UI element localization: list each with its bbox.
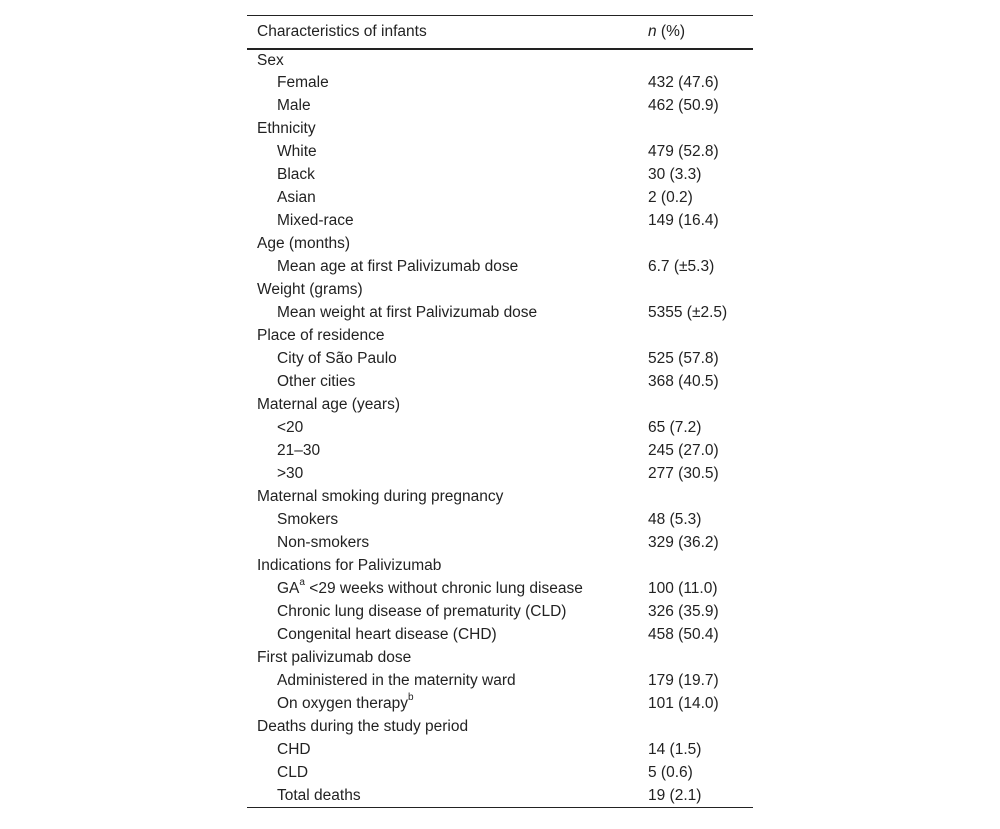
row-value: 19 (2.1) <box>648 786 702 804</box>
table-row <box>247 394 753 417</box>
ga-text: GA <box>277 580 300 597</box>
row-label: Non-smokers <box>277 534 370 551</box>
footnote-a: a <box>299 576 305 588</box>
group-label: Age (months) <box>257 235 351 252</box>
header-n: n <box>648 22 657 40</box>
header-pct: (%) <box>656 22 686 40</box>
row-value: 479 (52.8) <box>648 143 719 160</box>
row-value: 6.7 (±5.3) <box>648 258 715 275</box>
row-value: 5355 (±2.5) <box>648 304 728 321</box>
row-label <box>247 578 648 601</box>
row-value: 65 (7.2) <box>648 419 702 436</box>
table-row <box>247 601 753 624</box>
row-value: 329 (36.2) <box>648 534 719 551</box>
row-label: White <box>277 143 317 160</box>
table-row <box>247 141 753 164</box>
oxygen-text: On oxygen therapy <box>277 695 408 712</box>
table-row <box>247 532 753 555</box>
table-row <box>247 49 753 72</box>
row-value: 462 (50.9) <box>648 97 719 114</box>
table-row <box>247 647 753 670</box>
table-row <box>247 440 753 463</box>
table-row <box>247 256 753 279</box>
group-label: Maternal age (years) <box>257 396 401 413</box>
table-row <box>247 95 753 118</box>
table-row <box>247 233 753 256</box>
ga-rest-text: <29 weeks without chronic lung disease <box>304 580 583 597</box>
row-value: 179 (19.7) <box>648 672 719 689</box>
group-label: Maternal smoking during pregnancy <box>257 488 504 505</box>
row-value: 458 (50.4) <box>648 626 719 643</box>
row-label: Mean age at first Palivizumab dose <box>277 258 519 275</box>
row-label: Mean weight at first Palivizumab dose <box>277 304 538 321</box>
header-characteristics: Characteristics of infants <box>257 22 427 40</box>
group-label: Sex <box>257 51 284 69</box>
group-label: Ethnicity <box>257 120 316 137</box>
header-n-pct <box>648 16 753 49</box>
row-value: 432 (47.6) <box>648 74 719 91</box>
row-value: 245 (27.0) <box>648 442 719 459</box>
row-label: Administered in the maternity ward <box>277 672 516 689</box>
row-label: Congenital heart disease (CHD) <box>277 626 497 643</box>
row-value: 30 (3.3) <box>648 166 702 183</box>
row-label: <20 <box>277 419 304 436</box>
row-value: 48 (5.3) <box>648 511 702 528</box>
table-row <box>247 210 753 233</box>
row-value: 149 (16.4) <box>648 212 719 229</box>
table-row <box>247 187 753 210</box>
group-label: First palivizumab dose <box>257 649 412 666</box>
row-label: CLD <box>277 764 309 781</box>
table-row <box>247 72 753 95</box>
table-row <box>247 509 753 532</box>
row-value: 5 (0.6) <box>648 764 693 781</box>
group-label: Place of residence <box>257 327 385 344</box>
row-label: Male <box>277 97 311 114</box>
table-row <box>247 302 753 325</box>
row-label: Mixed-race <box>277 212 354 229</box>
row-label: Black <box>277 166 315 183</box>
row-label: Asian <box>277 189 316 206</box>
table-row <box>247 716 753 739</box>
table-row <box>247 279 753 302</box>
row-value: 2 (0.2) <box>648 189 693 206</box>
group-label: Deaths during the study period <box>257 718 469 735</box>
row-label: 21–30 <box>277 442 321 459</box>
table-row <box>247 670 753 693</box>
row-value: 14 (1.5) <box>648 741 702 758</box>
row-label: Chronic lung disease of prematurity (CLD) <box>277 603 567 620</box>
row-label: Total deaths <box>277 786 361 804</box>
table-row <box>247 417 753 440</box>
table-row <box>247 785 753 808</box>
table-row <box>247 164 753 187</box>
table-header-row <box>247 16 753 49</box>
footnote-b: b <box>407 691 414 703</box>
table-row <box>247 739 753 762</box>
table-row <box>247 348 753 371</box>
table-row <box>247 118 753 141</box>
table-row <box>247 624 753 647</box>
row-value: 525 (57.8) <box>648 350 719 367</box>
group-label: Weight (grams) <box>257 281 363 298</box>
row-label: Female <box>277 74 329 91</box>
group-label: Indications for Palivizumab <box>257 557 442 574</box>
row-label: Smokers <box>277 511 339 528</box>
table-row <box>247 371 753 394</box>
table-row <box>247 578 753 601</box>
table-row <box>247 463 753 486</box>
row-value: 368 (40.5) <box>648 373 719 390</box>
row-value: 277 (30.5) <box>648 465 719 482</box>
row-value: 326 (35.9) <box>648 603 719 620</box>
table-row <box>247 486 753 509</box>
table-row <box>247 555 753 578</box>
table-row <box>247 762 753 785</box>
table-row <box>247 325 753 348</box>
row-value: 100 (11.0) <box>648 580 718 597</box>
row-label <box>247 693 648 716</box>
row-label: >30 <box>277 465 304 482</box>
row-label: CHD <box>277 741 311 758</box>
row-label: Other cities <box>277 373 356 390</box>
table-row <box>247 693 753 716</box>
row-value: 101 (14.0) <box>648 695 719 712</box>
characteristics-table <box>247 15 753 808</box>
row-label: City of São Paulo <box>277 350 397 367</box>
